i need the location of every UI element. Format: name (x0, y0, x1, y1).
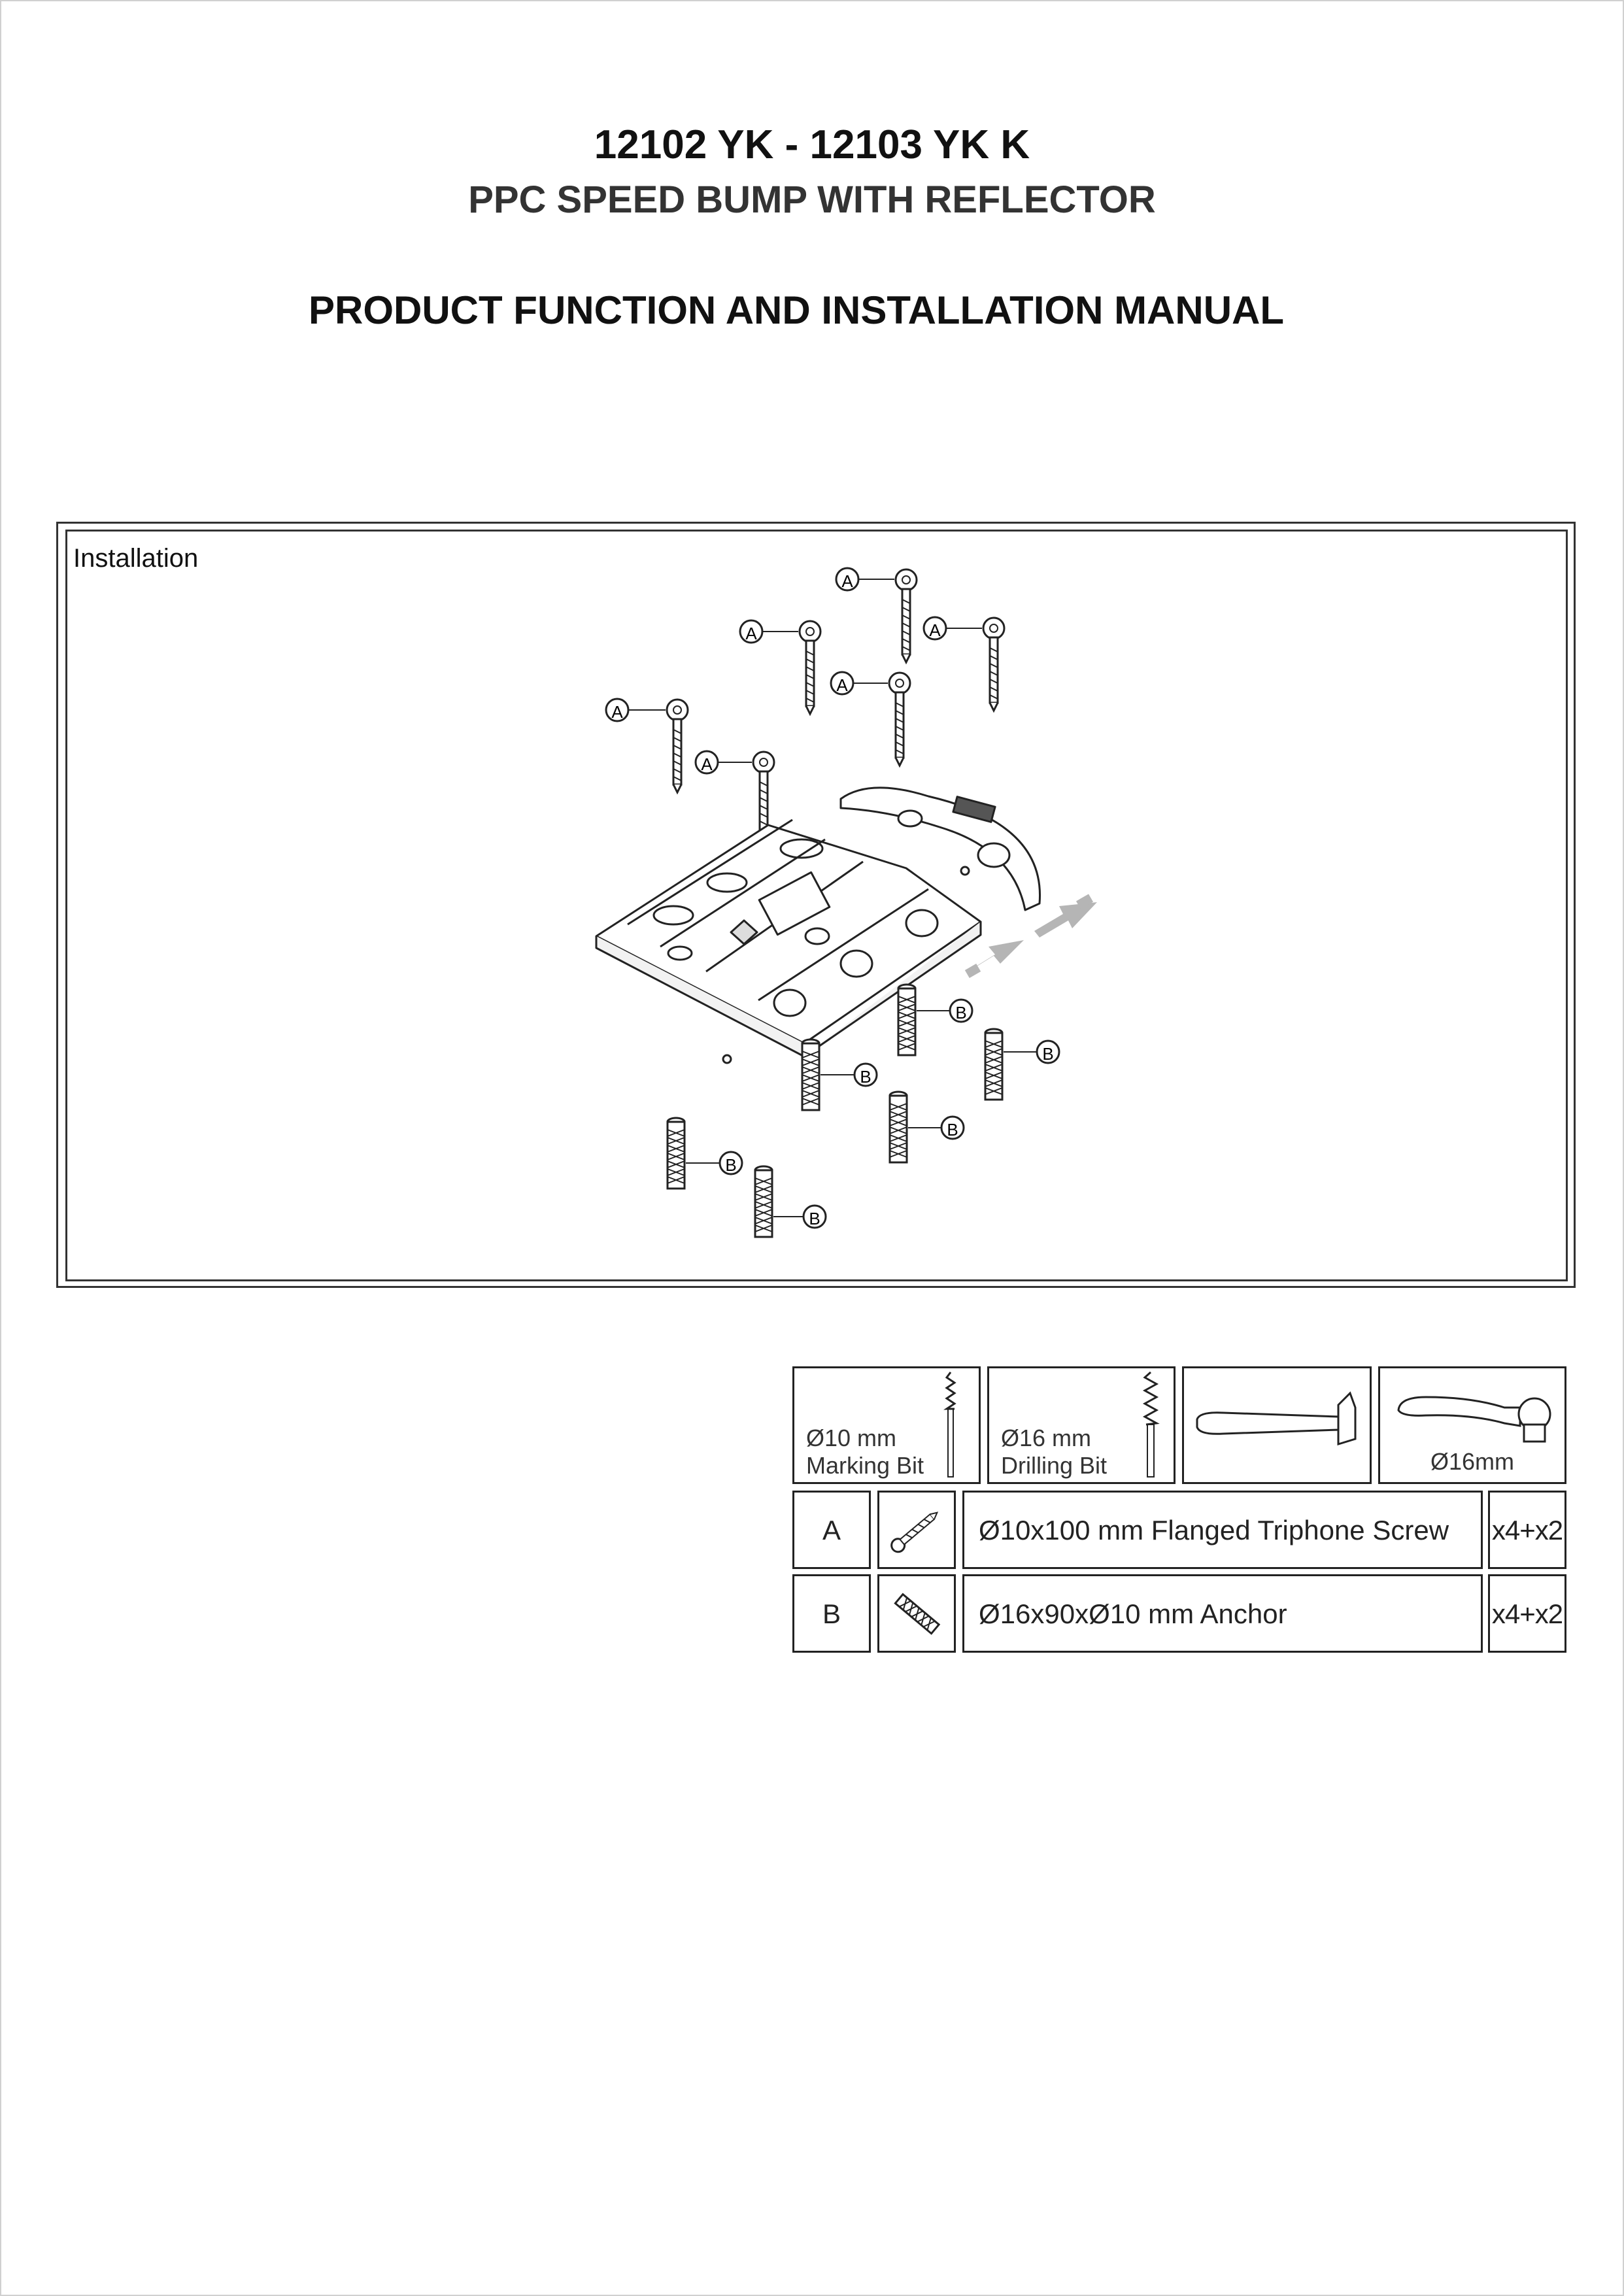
flanged-screw-icon (879, 1493, 954, 1567)
anchor-icon (879, 1576, 954, 1651)
anchor-b-4 (890, 1092, 964, 1162)
part-a-code-cell (792, 1491, 871, 1569)
callout-b-label: B (947, 1120, 958, 1140)
drilling-bit-name: Drilling Bit (1001, 1452, 1108, 1479)
callout-a-label: A (841, 571, 853, 591)
tool-marking-bit (792, 1366, 981, 1484)
drilling-bit-size: Ø16 mm (1001, 1425, 1092, 1451)
callout-a-label: A (611, 702, 623, 722)
screw-a-2 (740, 620, 820, 714)
callout-b-label: B (725, 1155, 737, 1175)
part-a-quantity-cell (1488, 1491, 1566, 1569)
speed-bump-body (596, 820, 981, 1063)
part-a-code: A (822, 1515, 841, 1545)
anchor-b-1 (898, 985, 972, 1055)
part-a-description: Ø10x100 mm Flanged Triphone Screw (979, 1515, 1449, 1545)
ratchet-size: Ø16mm (1430, 1448, 1515, 1475)
part-a-icon-cell (877, 1491, 956, 1569)
part-b-description: Ø16x90xØ10 mm Anchor (979, 1598, 1287, 1629)
screw-a-5 (606, 699, 688, 792)
anchor-b-2 (985, 1029, 1059, 1100)
part-b-code: B (822, 1598, 841, 1629)
part-b-code-cell (792, 1574, 871, 1653)
callout-b-label: B (955, 1003, 967, 1022)
screw-a-3 (924, 617, 1004, 711)
anchor-b-6 (755, 1166, 826, 1237)
tool-ratchet-wrench (1378, 1366, 1566, 1484)
tool-hammer (1182, 1366, 1372, 1484)
callout-b-label: B (1042, 1044, 1054, 1064)
callout-b-label: B (860, 1067, 871, 1087)
ratchet-wrench-icon (1380, 1371, 1565, 1449)
callout-a-label: A (929, 620, 941, 640)
product-title: PPC SPEED BUMP WITH REFLECTOR (468, 178, 1156, 221)
hammer-icon (1184, 1368, 1370, 1482)
marking-drill-bit-icon (941, 1370, 960, 1481)
marking-bit-size: Ø10 mm (806, 1425, 897, 1451)
screw-a-1 (836, 568, 917, 662)
callout-a-label: A (836, 675, 848, 695)
marking-bit-name: Marking Bit (806, 1452, 924, 1479)
part-b-quantity-cell (1488, 1574, 1566, 1653)
installation-label: Installation (73, 544, 199, 573)
callout-b-label: B (809, 1209, 820, 1228)
screw-a-4 (831, 672, 910, 766)
anchor-b-5 (668, 1118, 742, 1189)
manual-title: PRODUCT FUNCTION AND INSTALLATION MANUAL (308, 288, 1285, 332)
callout-a-label: A (701, 754, 713, 774)
part-b-icon-cell (877, 1574, 956, 1653)
part-b-description-cell (962, 1574, 1483, 1653)
callout-a-label: A (745, 624, 757, 643)
model-title: 12102 YK - 12103 YK K (594, 122, 1030, 167)
part-a-description-cell (962, 1491, 1483, 1569)
anchor-b-3 (802, 1039, 877, 1110)
part-b-quantity: x4+x2 (1491, 1598, 1563, 1629)
tool-drilling-bit (987, 1366, 1176, 1484)
drilling-bit-icon (1141, 1370, 1160, 1481)
part-a-quantity: x4+x2 (1491, 1515, 1563, 1545)
